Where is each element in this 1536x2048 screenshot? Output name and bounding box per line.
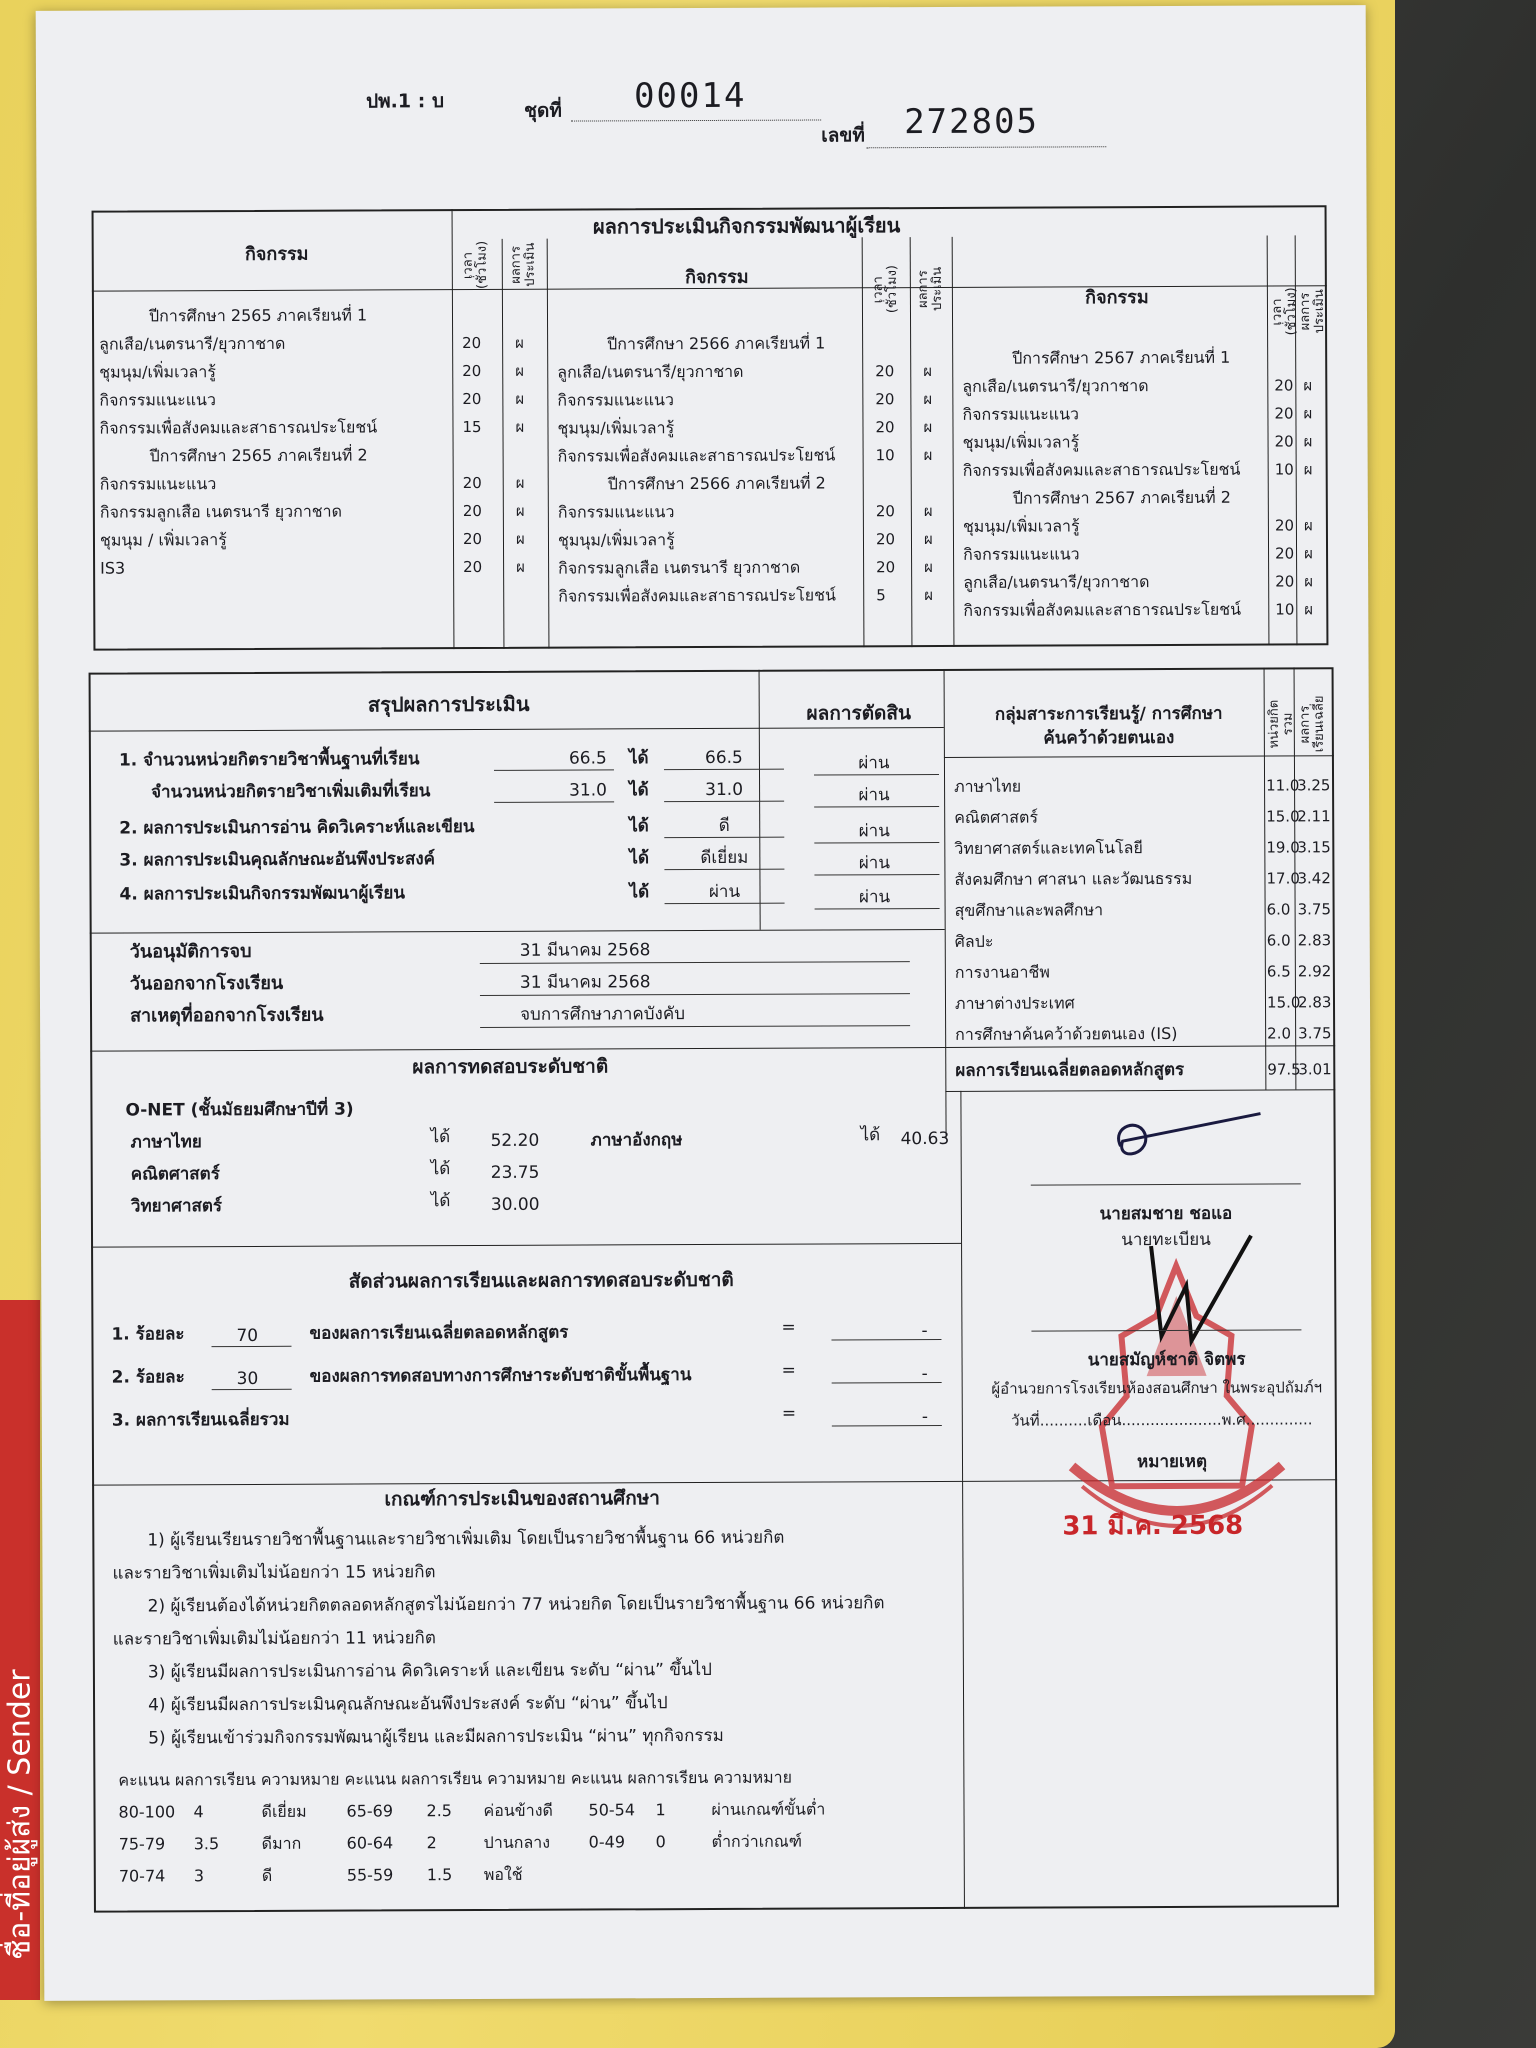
onet-english-score: 40.63 (900, 1128, 950, 1150)
summary-decision: ผ่าน (858, 785, 890, 806)
summary-got-value: ดีเยี่ยม (700, 847, 749, 869)
ratio-label: ของผลการทดสอบทางการศึกษาระดับชาติขั้นพื้นฐาน (309, 1365, 692, 1387)
director-signature (1131, 1226, 1272, 1357)
summary-got-value: ดี (718, 815, 730, 836)
onet-got-label: ได้ (430, 1159, 451, 1180)
grade-scale-cell: 0 (655, 1832, 666, 1852)
activity-result: ผ (1303, 432, 1313, 451)
activity-result: ผ (1303, 460, 1313, 479)
ratio-title: สัดส่วนผลการเรียนและผลการทดสอบระดับชาติ (348, 1268, 734, 1293)
subject-name: ภาษาไทย (954, 776, 1022, 796)
grade-scale-cell: 1.5 (426, 1865, 453, 1885)
ratio-percent: 70 (236, 1325, 259, 1347)
activity-name: IS3 (100, 558, 126, 578)
leave-date: 31 มีนาคม 2568 (519, 972, 651, 993)
registrar-signature (1100, 1105, 1280, 1176)
activity-result: ผ (1304, 544, 1313, 563)
subject-grade: 2.83 (1297, 993, 1332, 1012)
activity-hours: 20 (1274, 376, 1294, 395)
criteria-line: 4) ผู้เรียนมีผลการประเมินคุณลักษณะอันพึงประสงค์ ระดับ “ผ่าน” ขึ้นไป (148, 1693, 668, 1716)
activity-name: กิจกรรมเพื่อสังคมและสาธารณประโยชน์ (99, 417, 378, 438)
grade-scale-cell: 55-59 (346, 1865, 394, 1885)
grade-scale-cell: 2 (426, 1833, 437, 1853)
activity-result: ผ (515, 389, 525, 408)
col1-result-header: ผลการ ประเมิน (508, 242, 538, 287)
activity-name: กิจกรรมแนะแนว (963, 544, 1080, 564)
activity-hours: 10 (1275, 600, 1295, 619)
summary-label: 3. ผลการประเมินคุณลักษณะอันพึงประสงค์ (119, 849, 436, 871)
ratio-value: - (921, 1407, 928, 1428)
grade-scale-cell: 0-49 (588, 1832, 626, 1852)
activity-result: ผ (1303, 404, 1313, 423)
col3-time-header: เวลา (ชั่วโมง) (1269, 287, 1300, 336)
set-label: ชุดที่ (524, 99, 562, 122)
summary-title: สรุปผลการประเมิน (367, 691, 530, 717)
activities-col2-header: กิจกรรม (685, 266, 749, 289)
summary-got-value: 31.0 (705, 779, 744, 800)
subject-credit: 15.0 (1266, 993, 1301, 1012)
director-title: ผู้อำนวยการโรงเรียนห้องสอนศึกษา ในพระอุปถัมภ์ฯ (991, 1378, 1323, 1398)
onet-subject: วิทยาศาสตร์ (130, 1196, 223, 1217)
summary-decision: ผ่าน (858, 753, 890, 774)
ratio-equals: = (781, 1403, 797, 1424)
grade-scale-cell: 4 (193, 1802, 204, 1822)
activity-name: ลูกเสือ/เนตรนารี/ยุวกาชาด (962, 376, 1149, 396)
stamp-date: 31 มี.ค. 2568 (1062, 1510, 1244, 1542)
subject-credit: 11.0 (1266, 776, 1300, 795)
activity-hours: 20 (462, 501, 482, 521)
grade-scale-cell: ดี (261, 1865, 273, 1885)
col1-time-header: เวลา (ชั่วโมง) (460, 240, 490, 289)
grade-scale-cell: 80-100 (118, 1802, 176, 1822)
activity-hours: 20 (1275, 572, 1295, 591)
grade-scale-cell: ดีมาก (261, 1833, 302, 1853)
subject-name: สังคมศึกษา ศาสนา และวัฒนธรรม (954, 868, 1193, 889)
summary-label: 2. ผลการประเมินการอ่าน คิดวิเคราะห์และเขียน (119, 817, 475, 839)
subject-grade: 2.11 (1297, 807, 1331, 826)
ratio-equals: = (781, 1360, 796, 1381)
activity-name: ลูกเสือ/เนตรนารี/ยุวกาชาด (99, 333, 286, 354)
subject-grade: 3.15 (1297, 838, 1331, 857)
summary-label: 1. จำนวนหน่วยกิตรายวิชาพื้นฐานที่เรียน (118, 749, 420, 771)
activity-hours: 20 (462, 473, 482, 493)
activity-hours: 15 (462, 417, 482, 437)
summary-label: จำนวนหน่วยกิตรายวิชาเพิ่มเติมที่เรียน (151, 781, 431, 803)
ratio-value: - (921, 1364, 928, 1385)
activity-hours: 5 (876, 586, 886, 605)
activity-hours: 20 (875, 390, 895, 409)
ratio-label: ของผลการเรียนเฉลี่ยตลอดหลักสูตร (309, 1322, 569, 1344)
summary-got-label: ได้ (629, 816, 649, 837)
activity-hours: 10 (875, 446, 895, 465)
subject-name: สุขศึกษาและพลศึกษา (954, 900, 1104, 920)
activity-result: ผ (1304, 600, 1314, 619)
activity-result: ผ (1303, 376, 1313, 395)
set-number: 00014 (633, 75, 747, 117)
signature-date-line: วันที่..........เดือน.....................พ.ศ.............. (1011, 1410, 1313, 1430)
subject-name: การงานอาชีพ (954, 962, 1050, 982)
summary-got-value: 66.5 (704, 747, 743, 768)
subjects-grade-header: ผลการ เรียนเฉลี่ย (1297, 695, 1327, 753)
grade-scale-cell: 2.5 (426, 1801, 453, 1821)
onet-english-got: ได้ (860, 1125, 881, 1146)
activity-name: กิจกรรมลูกเสือ เนตรนารี ยุวกาชาด (558, 557, 801, 578)
subject-credit: 17.0 (1266, 869, 1300, 888)
activity-result: ผ (923, 362, 933, 381)
activity-result: ผ (515, 473, 525, 492)
subject-grade: 3.75 (1297, 900, 1332, 919)
subject-credit: 6.0 (1266, 931, 1291, 950)
grade-scale-cell: 1 (655, 1800, 666, 1820)
activity-name: ลูกเสือ/เนตรนารี/ยุวกาชาด (963, 572, 1150, 592)
grade-scale-cell: ค่อนข้างดี (483, 1800, 553, 1820)
subject-credit: 15.0 (1266, 807, 1300, 826)
criteria-line: 3) ผู้เรียนมีผลการประเมินการอ่าน คิดวิเคราะห์ และเขียน ระดับ “ผ่าน” ขึ้นไป (147, 1659, 713, 1683)
number-label: เลขที่ (821, 124, 865, 147)
grade-scale-cell: 3 (193, 1866, 205, 1886)
activity-result: ผ (1303, 516, 1313, 535)
summary-decision: ผ่าน (858, 853, 890, 874)
activity-name: ชุมนุม/เพิ่มเวลารู้ (557, 418, 675, 438)
grade-scale-cell: 75-79 (118, 1834, 166, 1854)
onet-score: 30.00 (490, 1194, 540, 1215)
activity-term-heading: ปีการศึกษา 2565 ภาคเรียนที่ 2 (149, 445, 368, 466)
activity-result: ผ (923, 390, 933, 409)
col2-time-header: เวลา (ชั่วโมง) (870, 264, 900, 314)
ratio-equals: = (781, 1317, 796, 1338)
director-name: นายสมัญห์ชาติ จิตพร (1087, 1349, 1246, 1371)
activity-hours: 20 (462, 529, 483, 549)
leave-label: วันออกจากโรงเรียน (129, 972, 284, 995)
activity-result: ผ (515, 333, 524, 352)
grade-scale-cell: 65-69 (346, 1801, 394, 1821)
activity-name: กิจกรรมเพื่อสังคมและสาธารณประโยชน์ (558, 585, 836, 606)
activity-hours: 20 (876, 558, 896, 577)
summary-got-label: ได้ (629, 882, 650, 903)
activity-hours: 20 (463, 557, 483, 577)
onet-got-label: ได้ (430, 1127, 451, 1148)
subject-name: ศิลปะ (954, 931, 994, 951)
subject-credit: 19.0 (1266, 838, 1300, 857)
subject-grade: 2.92 (1297, 962, 1332, 981)
activity-name: กิจกรรมเพื่อสังคมและสาธารณประโยชน์ (962, 459, 1241, 480)
ratio-prefix: 3. ผลการเรียนเฉลี่ยรวม (111, 1409, 290, 1431)
registrar-name: นายสมชาย ชอแอ (1099, 1203, 1233, 1225)
onet-score: 52.20 (490, 1130, 540, 1151)
summary-required: 66.5 (568, 748, 607, 769)
subjects-credit-header: หน่วยกิต รวม (1266, 700, 1296, 749)
activities-title: ผลการประเมินกิจกรรมพัฒนาผู้เรียน (592, 213, 901, 239)
total-label: ผลการเรียนเฉลี่ยตลอดหลักสูตร (955, 1059, 1185, 1081)
activity-term-heading: ปีการศึกษา 2566 ภาคเรียนที่ 2 (607, 473, 826, 494)
registrar-title: นายทะเบียน (1121, 1229, 1211, 1251)
activity-name: กิจกรรมแนะแนว (99, 474, 217, 494)
criteria-line: และรายวิชาเพิ่มเติมไม่น้อยกว่า 11 หน่วยกิต (112, 1628, 436, 1650)
grade-scale-cell: พอใช้ (483, 1864, 523, 1884)
onet-score: 23.75 (490, 1162, 540, 1183)
leave-reason: จบการศึกษาภาคบังคับ (520, 1004, 686, 1025)
subject-grade: 3.42 (1297, 869, 1331, 888)
activity-hours: 20 (462, 333, 482, 353)
onet-subject: ภาษาไทย (130, 1132, 202, 1153)
activity-result: ผ (515, 501, 525, 520)
activity-result: ผ (923, 446, 933, 465)
remark-label: หมายเหตุ (1136, 1451, 1208, 1473)
onet-subject: คณิตศาสตร์ (130, 1164, 220, 1185)
ratio-percent: 30 (236, 1368, 259, 1390)
col2-result-header: ผลการ ประเมิน (915, 266, 945, 312)
activity-name: ชุมนุม/เพิ่มเวลารู้ (99, 362, 216, 382)
activity-term-heading: ปีการศึกษา 2566 ภาคเรียนที่ 1 (607, 333, 826, 354)
grade-scale-cell: 50-54 (588, 1800, 636, 1820)
summary-decision: ผ่าน (858, 887, 891, 908)
subject-credit: 2.0 (1267, 1024, 1292, 1043)
onet-subtitle: O-NET (ชั้นมัธยมศึกษาปีที่ 3) (125, 1099, 354, 1121)
col3-result-header: ผลการ ประเมิน (1297, 289, 1328, 334)
onet-english-label: ภาษาอังกฤษ (590, 1130, 683, 1151)
approve-label: วันอนุมัติการจบ (129, 940, 252, 963)
activity-result: ผ (515, 417, 525, 436)
activity-result: ผ (923, 530, 933, 549)
activity-name: กิจกรรมแนะแนว (99, 390, 216, 410)
onet-got-label: ได้ (430, 1191, 451, 1212)
activity-result: ผ (1304, 572, 1314, 591)
ratio-prefix: 1. ร้อยละ (111, 1324, 185, 1345)
subject-grade: 3.25 (1297, 776, 1331, 795)
transcript-page (36, 5, 1375, 2001)
activities-col3-header: กิจกรรม (1085, 287, 1149, 309)
subject-grade: 2.83 (1297, 931, 1332, 950)
criteria-title: เกณฑ์การประเมินของสถานศึกษา (384, 1487, 660, 1511)
subjects-title: กลุ่มสาระการเรียนรู้/ การศึกษาค้นคว้าด้วยตนเอง (994, 703, 1223, 749)
activity-hours: 20 (1274, 432, 1294, 451)
activity-result: ผ (923, 418, 933, 437)
activity-result: ผ (923, 502, 933, 521)
activity-result: ผ (515, 361, 525, 380)
activity-name: ชุมนุม/เพิ่มเวลารู้ (962, 432, 1080, 452)
activity-name: กิจกรรมแนะแนว (557, 390, 674, 410)
document-number: 272805 (904, 101, 1040, 143)
activity-hours: 20 (875, 418, 895, 437)
summary-got-label: ได้ (629, 780, 649, 801)
criteria-line: 2) ผู้เรียนต้องได้หน่วยกิตตลอดหลักสูตรไม่น้อยกว่า 77 หน่วยกิต โดยเป็นรายวิชาพื้นฐาน 66 หน่วยกิต (147, 1593, 885, 1617)
activity-name: ชุมนุม/เพิ่มเวลารู้ (962, 516, 1080, 536)
grade-scale-cell: 60-64 (346, 1833, 394, 1853)
reason-label: สาเหตุที่ออกจากโรงเรียน (130, 1004, 324, 1027)
ratio-value: - (921, 1321, 928, 1342)
activity-hours: 20 (462, 361, 482, 381)
subject-name: ภาษาต่างประเทศ (954, 993, 1075, 1013)
activity-name: ลูกเสือ/เนตรนารี/ยุวกาชาด (557, 361, 744, 382)
summary-required: 31.0 (569, 780, 607, 801)
subject-name: การศึกษาค้นคว้าด้วยตนเอง (IS) (955, 1023, 1178, 1044)
activity-hours: 20 (462, 389, 482, 409)
grade-scale-header: คะแนน ผลการเรียน ความหมาย คะแนน ผลการเรียน ความหมาย คะแนน ผลการเรียน ความหมาย (118, 1767, 793, 1790)
subject-grade: 3.75 (1298, 1024, 1332, 1043)
summary-label: 4. ผลการประเมินกิจกรรมพัฒนาผู้เรียน (119, 883, 406, 905)
criteria-line: 5) ผู้เรียนเข้าร่วมกิจกรรมพัฒนาผู้เรียน และมีผลการประเมิน “ผ่าน” ทุกกิจกรรม (148, 1725, 724, 1749)
activity-term-heading: ปีการศึกษา 2565 ภาคเรียนที่ 1 (148, 305, 368, 326)
grade-scale-cell: ปานกลาง (483, 1832, 551, 1852)
grade-scale-cell: ต่ำกว่าเกณฑ์ (711, 1831, 803, 1851)
onet-title: ผลการทดสอบระดับชาติ (412, 1055, 609, 1079)
activity-result: ผ (924, 558, 933, 577)
activity-term-heading: ปีการศึกษา 2567 ภาคเรียนที่ 1 (1012, 347, 1231, 368)
activity-result: ผ (515, 529, 525, 548)
activity-result: ผ (516, 557, 525, 576)
subject-credit: 6.5 (1266, 962, 1291, 981)
summary-got-value: ผ่าน (708, 881, 741, 902)
grade-scale-cell: 70-74 (118, 1866, 166, 1886)
activity-name: ชุมนุม/เพิ่มเวลารู้ (557, 530, 675, 550)
decision-title: ผลการตัดสิน (806, 702, 911, 725)
criteria-line: และรายวิชาเพิ่มเติมไม่น้อยกว่า 15 หน่วยกิต (112, 1562, 436, 1584)
subject-name: วิทยาศาสตร์และเทคโนโลยี (954, 838, 1143, 858)
form-code: ปพ.1 : บ (366, 90, 445, 113)
activity-term-heading: ปีการศึกษา 2567 ภาคเรียนที่ 2 (1012, 487, 1231, 508)
summary-got-label: ได้ (628, 748, 649, 769)
criteria-line: 1) ผู้เรียนเรียนรายวิชาพื้นฐานและรายวิชาเพิ่มเติม โดยเป็นรายวิชาพื้นฐาน 66 หน่วยกิต (147, 1527, 785, 1551)
approve-date: 31 มีนาคม 2568 (519, 940, 651, 961)
activity-hours: 20 (875, 530, 896, 549)
summary-got-label: ได้ (629, 848, 650, 869)
subject-credit: 6.0 (1266, 900, 1291, 919)
grade-scale-cell: 3.5 (193, 1834, 220, 1854)
activity-name: กิจกรรมแนะแนว (557, 502, 675, 522)
subject-name: คณิตศาสตร์ (954, 807, 1039, 827)
activity-hours: 20 (1275, 544, 1295, 563)
activity-name: กิจกรรมเพื่อสังคมและสาธารณประโยชน์ (557, 445, 836, 466)
activity-hours: 20 (875, 502, 895, 521)
ratio-prefix: 2. ร้อยละ (111, 1367, 185, 1388)
activity-hours: 10 (1274, 460, 1294, 479)
activity-hours: 20 (1274, 516, 1295, 535)
activities-col1-header: กิจกรรม (244, 243, 309, 266)
envelope-sender-label: ชื่อ-ที่อยู่ผู้ส่ง / Sender (2, 1669, 38, 1960)
activity-hours: 20 (1274, 404, 1294, 423)
total-grade: 3.01 (1298, 1060, 1332, 1079)
total-credit: 97.5 (1267, 1060, 1301, 1079)
activity-name: กิจกรรมลูกเสือ เนตรนารี ยุวกาชาด (99, 501, 343, 522)
summary-decision: ผ่าน (858, 821, 890, 842)
activity-name: กิจกรรมแนะแนว (962, 404, 1080, 424)
activity-name: ชุมนุม / เพิ่มเวลารู้ (99, 530, 227, 550)
activity-name: กิจกรรมเพื่อสังคมและสาธารณประโยชน์ (963, 599, 1242, 620)
grade-scale-cell: ผ่านเกณฑ์ขั้นต่ำ (711, 1799, 826, 1819)
activity-result: ผ (924, 586, 934, 605)
grade-scale-cell: ดีเยี่ยม (261, 1801, 307, 1821)
activity-hours: 20 (875, 362, 895, 381)
